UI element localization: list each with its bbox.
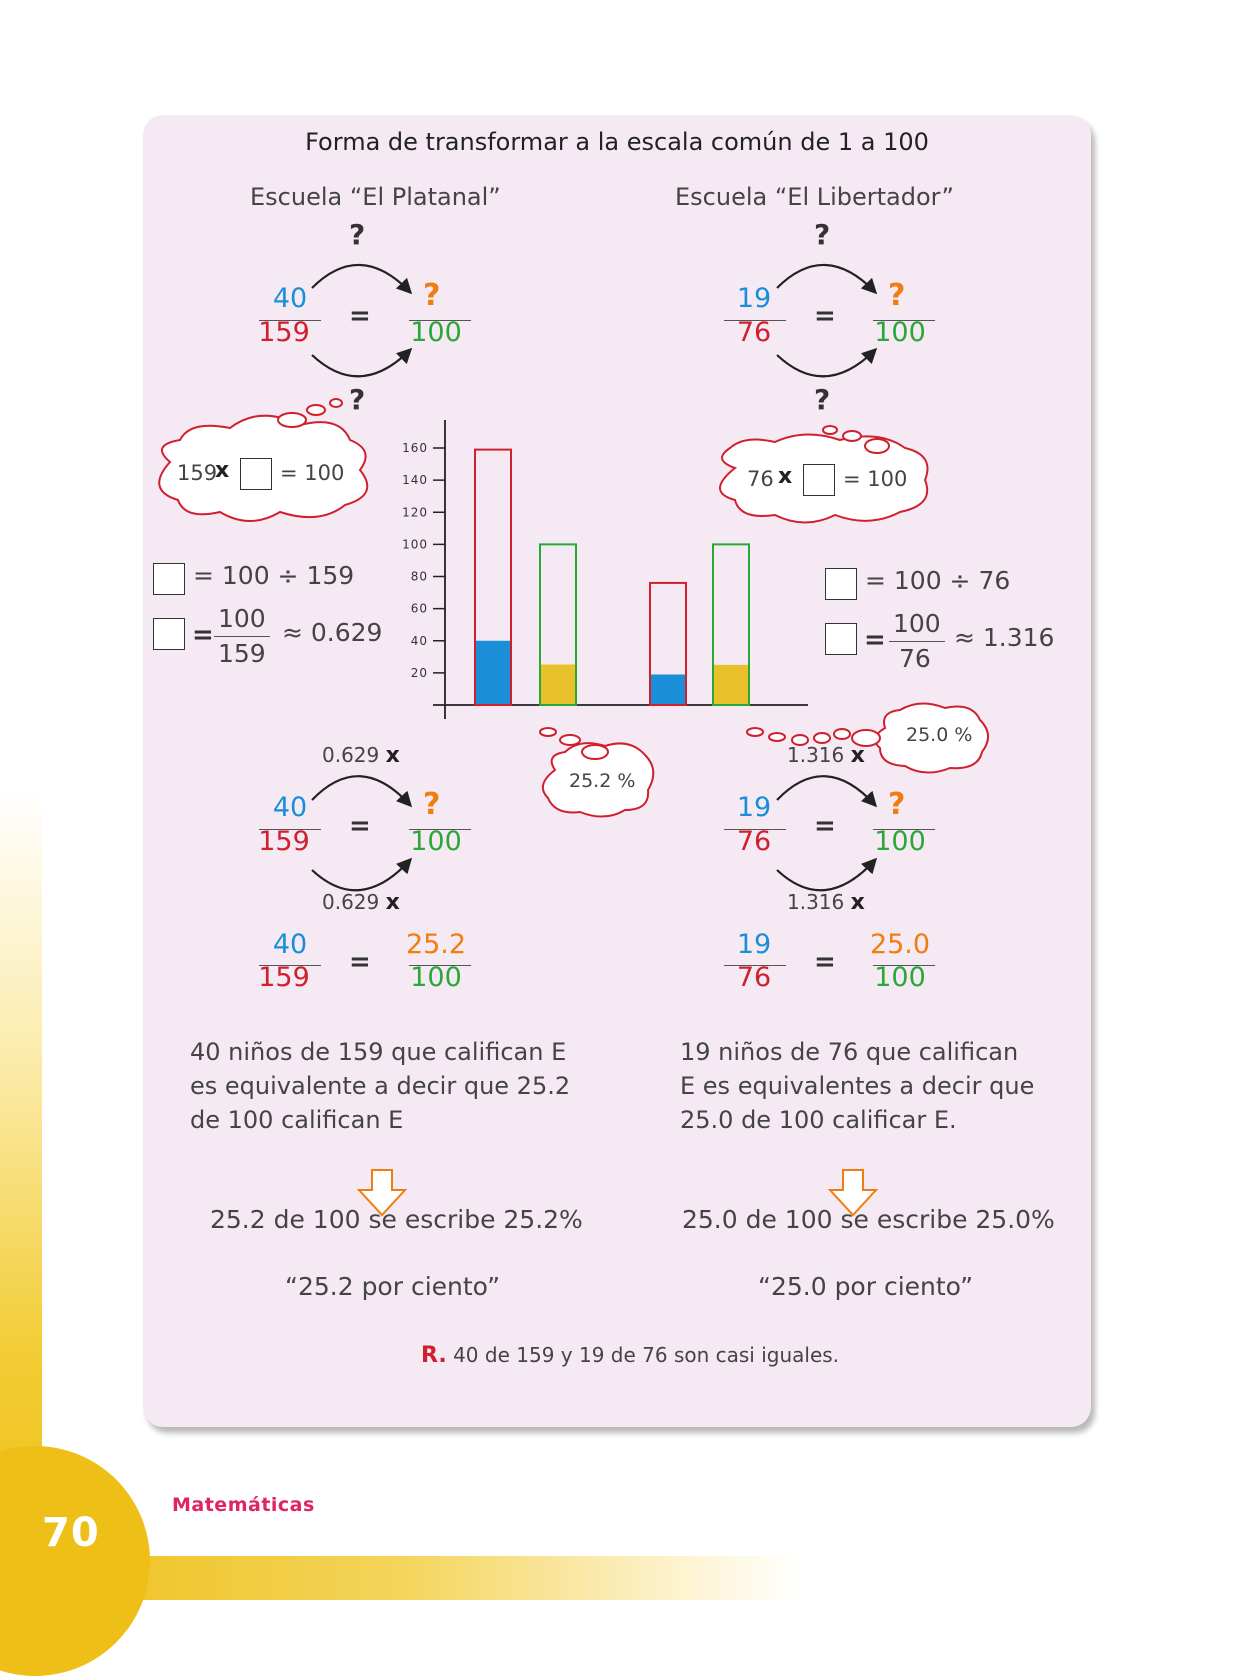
arrow-mid-right-upper	[777, 776, 875, 805]
frac-right-res-num: 19	[736, 929, 772, 960]
page-title: Forma de transformar a la escala común de 1 a 100	[305, 128, 929, 156]
frac-left-top-num: 40	[272, 283, 308, 314]
frac-right-res-den: 76	[736, 962, 772, 993]
cloud-left-number: 159	[177, 461, 218, 485]
frac-right-top-rden: 100	[874, 317, 926, 348]
arrow-top-left-upper	[312, 265, 410, 292]
right-read: “25.0 por ciento”	[758, 1272, 974, 1301]
equals-sign: =	[349, 947, 371, 977]
left-written: 25.2 de 100 se escribe 25.2%	[210, 1205, 583, 1234]
frac-right-mid-num: 19	[736, 792, 772, 823]
chart-tick-label: 80	[410, 569, 428, 584]
frac-left-top-den: 159	[258, 317, 310, 348]
blank-box	[153, 618, 185, 650]
frac-right-res-rden: 100	[874, 962, 926, 993]
question-mark-right-bottom: ?	[814, 383, 831, 416]
cloud-right-equals: = 100	[843, 467, 908, 491]
chart-bar-fill	[475, 641, 511, 705]
times-sign: x	[215, 458, 230, 483]
chart-tick-label: 140	[402, 473, 428, 488]
frac-line	[889, 641, 945, 642]
blank-box	[825, 623, 857, 655]
frac-left-top-rden: 100	[410, 317, 462, 348]
frac-left-res-den: 159	[258, 962, 310, 993]
frac-right-mid-rden: 100	[874, 826, 926, 857]
chart-tick-label: 60	[410, 601, 428, 616]
frac-left-res-num: 40	[272, 929, 308, 960]
arrow-top-left-lower	[312, 350, 410, 376]
frac-left-mid-rden: 100	[410, 826, 462, 857]
right-written: 25.0 de 100 se escribe 25.0%	[682, 1205, 1055, 1234]
arrow-mid-left-lower	[312, 860, 410, 890]
times-sign: x	[778, 464, 793, 489]
chart-tick-label: 160	[402, 441, 428, 455]
blank-box	[153, 563, 185, 595]
chart-tick-label: 40	[410, 633, 428, 648]
right-explanation: 19 niños de 76 que califican E es equivalentes a decir que 25.0 de 100 calificar E.	[680, 1038, 1035, 1134]
left-step2-num: 100	[218, 604, 266, 633]
left-explanation: 40 niños de 159 que califican E es equivalente a decir que 25.2 de 100 califican E	[190, 1038, 571, 1134]
equals-sign: =	[349, 301, 371, 331]
step2-equals: =	[864, 625, 886, 655]
blank-box	[803, 464, 835, 496]
mult-factor-right-bottom: 1.316 x	[787, 890, 865, 915]
frac-left-mid-rnum: ?	[423, 787, 441, 822]
frac-left-res-rden: 100	[410, 962, 462, 993]
right-step2-num: 100	[893, 609, 941, 638]
page-number: 70	[42, 1510, 100, 1556]
percent-cloud-left: 25.2 %	[569, 770, 636, 792]
blank-box	[825, 568, 857, 600]
right-step2-approx: ≈ 1.316	[954, 623, 1055, 652]
frac-line	[214, 636, 270, 637]
cloud-left-equals: = 100	[280, 461, 345, 485]
chart-bar-fill	[713, 665, 749, 705]
frac-right-top-den: 76	[736, 317, 772, 348]
equals-sign: =	[814, 301, 836, 331]
frac-right-res-rnum: 25.0	[869, 929, 931, 960]
cloud-right-number: 76	[747, 467, 774, 491]
chart-bar-fill	[540, 665, 576, 705]
mult-factor-left-bottom: 0.629 x	[322, 890, 400, 915]
mult-factor-right-top: 1.316 x	[787, 743, 865, 768]
blank-box	[240, 458, 272, 490]
step2-equals: =	[192, 620, 214, 650]
frac-right-mid-den: 76	[736, 826, 772, 857]
chart-bar-fill	[650, 674, 686, 705]
frac-right-top-num: 19	[736, 283, 772, 314]
chart-tick-label: 120	[402, 505, 428, 520]
frac-left-mid-num: 40	[272, 792, 308, 823]
equals-sign: =	[814, 947, 836, 977]
arrow-mid-right-lower	[777, 860, 875, 890]
subject-label: Matemáticas	[172, 1494, 315, 1516]
frac-left-mid-den: 159	[258, 826, 310, 857]
school-left-title: Escuela “El Platanal”	[250, 183, 501, 211]
percent-cloud-right: 25.0 %	[906, 724, 973, 746]
equals-sign: =	[349, 811, 371, 841]
answer-line: R. 40 de 159 y 19 de 76 son casi iguales.	[421, 1343, 840, 1368]
chart-tick-label: 100	[402, 537, 428, 552]
frac-left-top-rnum: ?	[423, 278, 441, 313]
arrow-top-right-upper	[777, 265, 875, 292]
equals-sign: =	[814, 811, 836, 841]
question-mark-left-top: ?	[349, 218, 366, 251]
mult-factor-left-top: 0.629 x	[322, 743, 400, 768]
left-read: “25.2 por ciento”	[285, 1272, 501, 1301]
left-step2-den: 159	[218, 639, 266, 668]
frac-left-res-rnum: 25.2	[405, 929, 467, 960]
left-step1: = 100 ÷ 159	[193, 561, 355, 590]
frac-right-top-rnum: ?	[888, 278, 906, 313]
arrow-top-right-lower	[777, 350, 875, 376]
question-mark-right-top: ?	[814, 218, 831, 251]
frac-right-mid-rnum: ?	[888, 787, 906, 822]
right-step1: = 100 ÷ 76	[865, 566, 1011, 595]
chart-tick-label: 20	[410, 665, 428, 680]
left-step2-approx: ≈ 0.629	[282, 618, 383, 647]
question-mark-left-bottom: ?	[349, 383, 366, 416]
school-right-title: Escuela “El Libertador”	[675, 183, 954, 211]
arrow-mid-left-upper	[312, 776, 410, 805]
right-step2-den: 76	[899, 644, 931, 673]
